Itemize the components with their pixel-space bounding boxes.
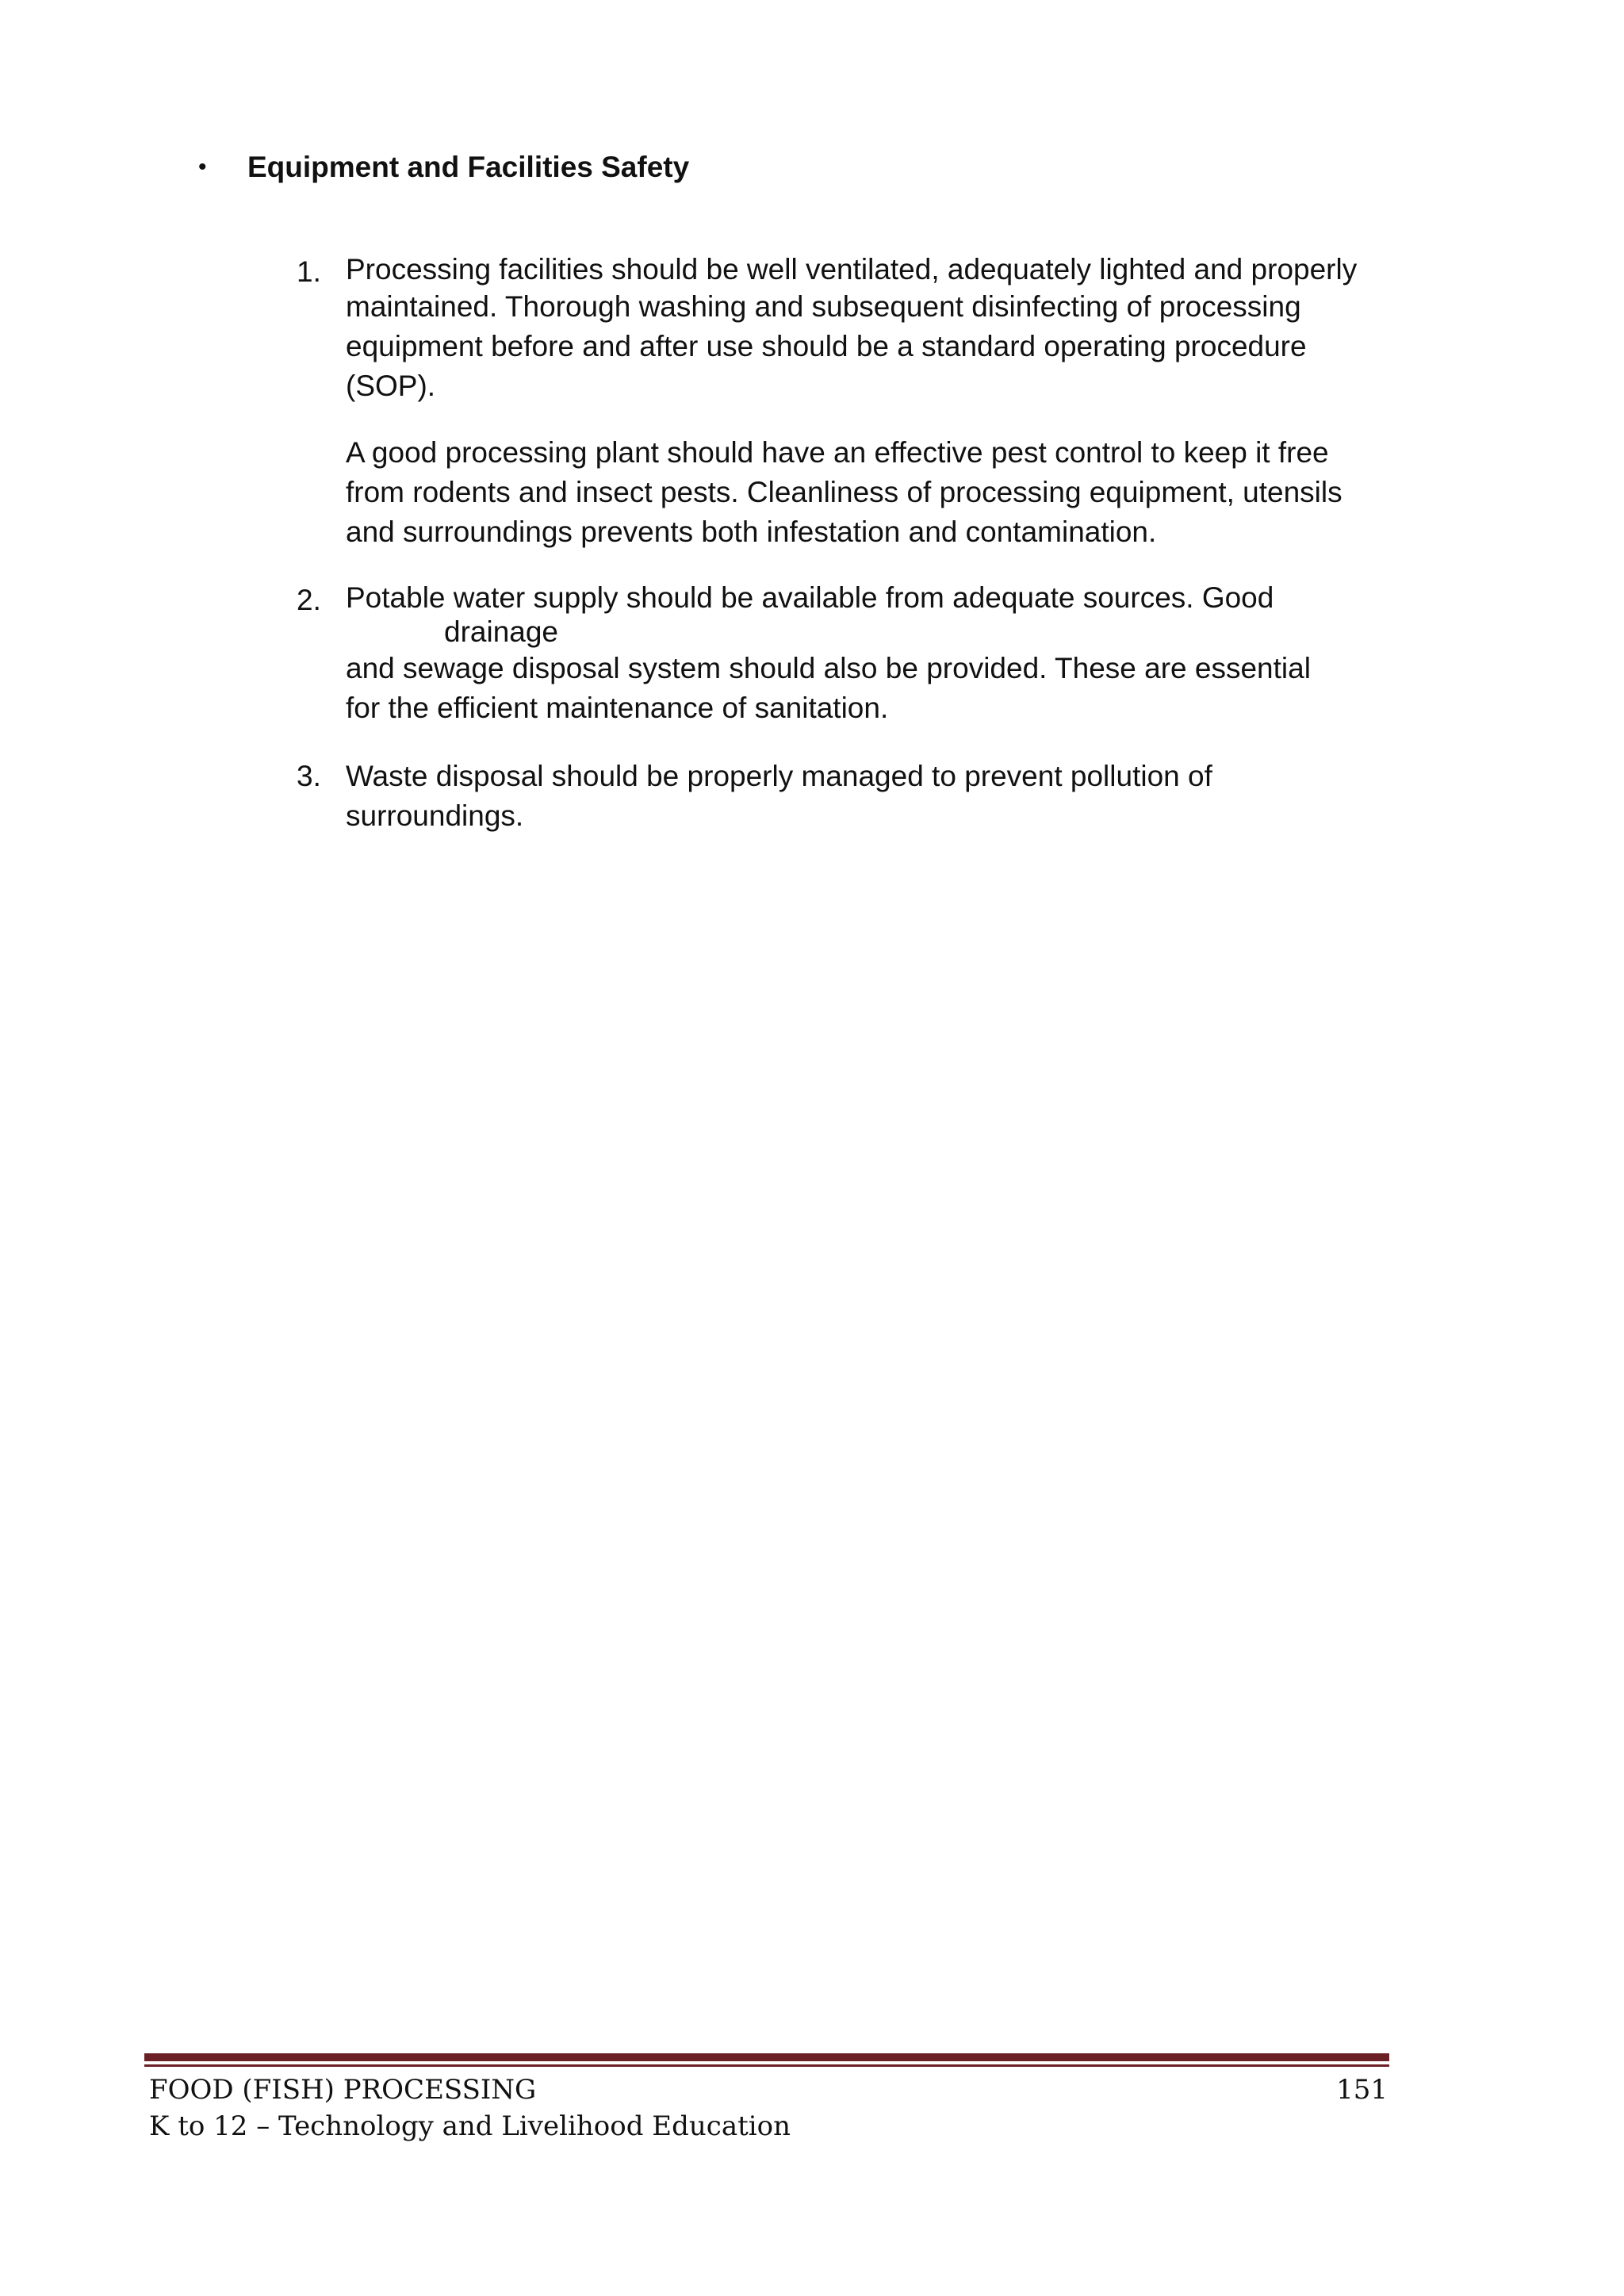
list-item-number: 1. bbox=[297, 255, 321, 288]
section-heading-text: Equipment and Facilities Safety bbox=[247, 151, 690, 183]
text-line: maintained. Thorough washing and subsequent disinfecting of processing bbox=[346, 290, 1301, 323]
bullet-icon: • bbox=[198, 154, 207, 180]
footer-rule-thin bbox=[144, 2064, 1389, 2067]
text-line: Potable water supply should be available from adequate sources. Good bbox=[346, 581, 1274, 614]
pest-control-paragraph bbox=[346, 433, 1408, 552]
text-line: A good processing plant should have an effective pest control to keep it free bbox=[346, 436, 1329, 469]
list-item-number: 2. bbox=[297, 584, 321, 616]
footer-rule bbox=[144, 2053, 1389, 2061]
list-item-body bbox=[346, 252, 1408, 406]
text-line: for the efficient maintenance of sanitation. bbox=[346, 692, 889, 724]
text-line: drainage bbox=[444, 615, 559, 648]
text-line: and surroundings prevents both infestation and contamination. bbox=[346, 516, 1157, 548]
footer-title: FOOD (FISH) PROCESSING bbox=[149, 2074, 537, 2106]
footer-subtitle: K to 12 – Technology and Livelihood Education bbox=[149, 2110, 791, 2142]
list-item-body bbox=[346, 757, 1408, 836]
page-number: 151 bbox=[1336, 2074, 1388, 2106]
text-line: (SOP). bbox=[346, 370, 436, 402]
list-item-body bbox=[346, 581, 1408, 728]
list-item-number: 3. bbox=[297, 760, 321, 792]
text-line: Processing facilities should be well ventilated, adequately lighted and properly bbox=[346, 253, 1358, 286]
text-line: and sewage disposal system should also be provided. These are essential bbox=[346, 652, 1311, 684]
text-line: from rodents and insect pests. Cleanliness of processing equipment, utensils bbox=[346, 476, 1342, 508]
text-line: Waste disposal should be properly managed to prevent pollution of bbox=[346, 760, 1212, 792]
text-line: equipment before and after use should be a standard operating procedure bbox=[346, 330, 1307, 362]
text-line: surroundings. bbox=[346, 799, 524, 832]
